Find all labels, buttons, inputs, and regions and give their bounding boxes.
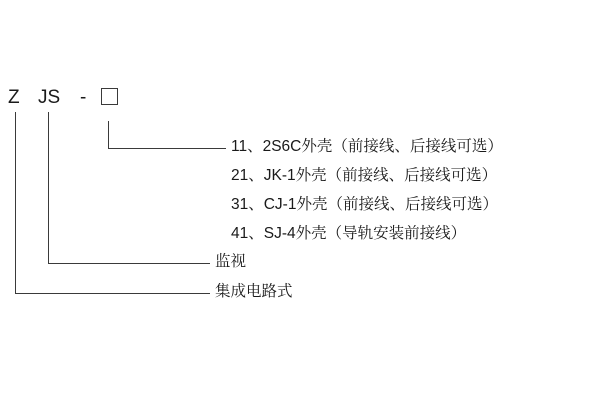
model-code-char-z: Z xyxy=(8,87,20,108)
model-code-placeholder-box xyxy=(101,88,118,105)
callout-integrated-circuit: 集成电路式 xyxy=(215,283,293,300)
callout-shell-41: 41、SJ-4外壳（导轨安装前接线） xyxy=(231,225,467,242)
model-code-char-js: JS xyxy=(38,87,61,108)
model-code-row xyxy=(0,84,600,118)
callout-shell-11: 11、2S6C外壳（前接线、后接线可选） xyxy=(231,138,503,155)
leader-line-js-horizontal xyxy=(48,263,210,264)
callout-shell-21: 21、JK-1外壳（前接线、后接线可选） xyxy=(231,167,498,184)
callout-shell-31: 31、CJ-1外壳（前接线、后接线可选） xyxy=(231,196,498,213)
leader-line-z-horizontal xyxy=(15,293,210,294)
leader-line-js-vertical xyxy=(48,112,49,264)
callout-monitor: 监视 xyxy=(215,253,247,270)
model-code-dash: - xyxy=(80,87,87,108)
leader-line-box-horizontal xyxy=(108,148,226,149)
leader-line-box-vertical xyxy=(108,121,109,149)
leader-line-z-vertical xyxy=(15,112,16,294)
